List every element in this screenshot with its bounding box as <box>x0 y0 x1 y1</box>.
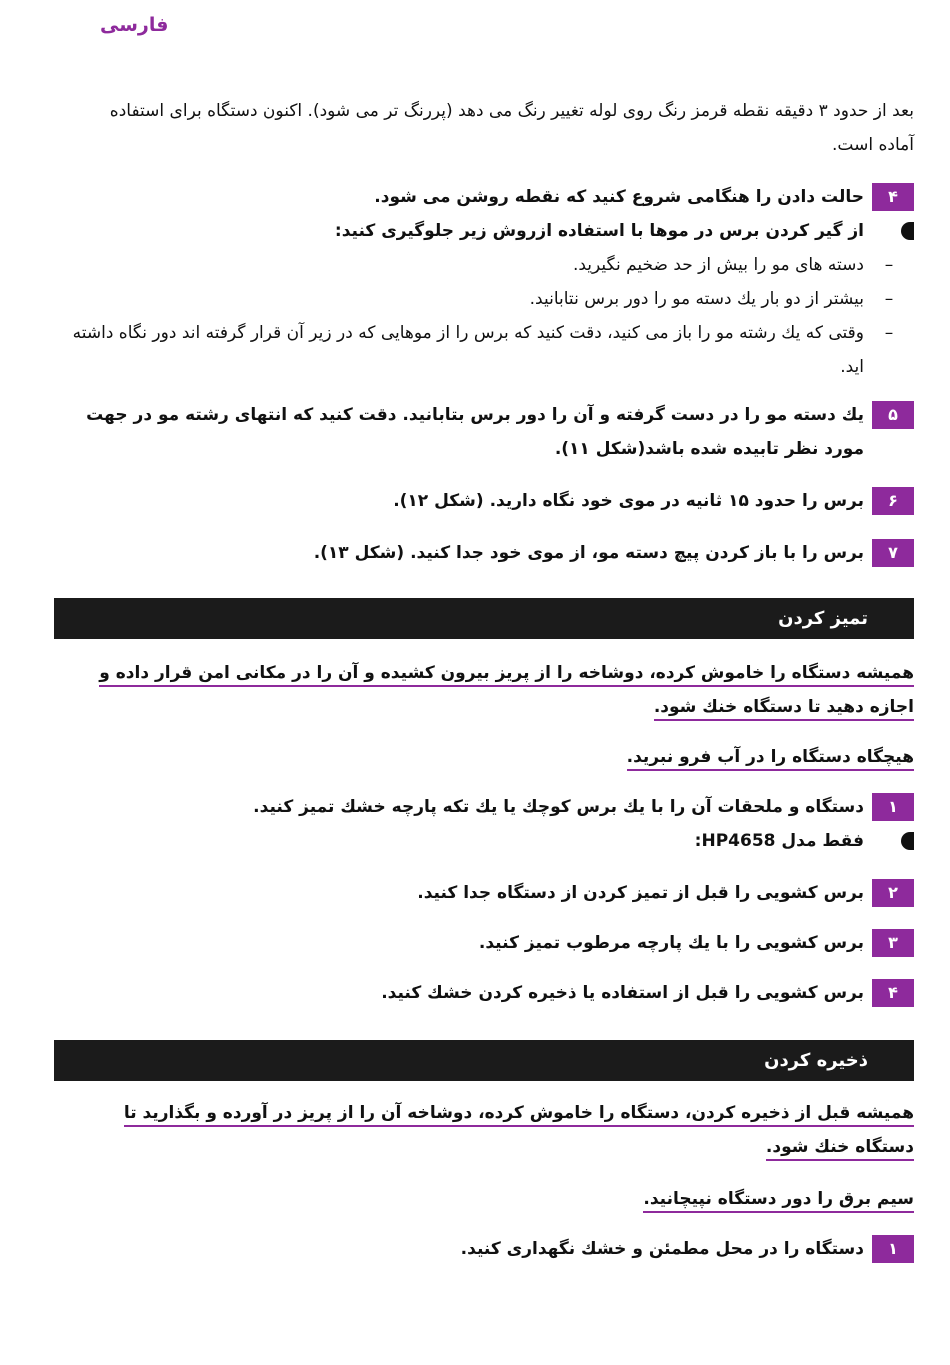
step-number: ۲ <box>872 879 914 907</box>
cleaning-step-1 <box>253 790 914 824</box>
step-text: برس را با باز کردن پیچ دسته مو، از موی خود جدا کنید. (شکل ۱۳). <box>313 543 864 563</box>
dash-text: دسته های مو را بیش از حد ضخیم نگیرید. <box>572 255 864 275</box>
warning-text: سیم برق را دور دستگاه نپیچانید. <box>643 1189 914 1213</box>
step-text: دستگاه را در محل مطمئن و خشك نگهداری کنید. <box>460 1239 864 1259</box>
dash-icon: – <box>884 323 894 343</box>
dash-item <box>54 316 914 384</box>
section-heading-storage <box>54 1040 914 1081</box>
cleaning-step-4 <box>381 976 914 1010</box>
tip-row <box>695 824 914 858</box>
step-7 <box>314 536 914 570</box>
tip-text: فقط مدل HP4658: <box>694 831 864 851</box>
section-heading-cleaning <box>54 598 914 639</box>
storage-warning-1 <box>74 1096 914 1164</box>
dash-icon: – <box>884 255 894 275</box>
cleaning-step-2 <box>417 876 914 910</box>
step-4 <box>374 180 914 214</box>
language-label: فارسی <box>100 14 169 36</box>
step-text: یك دسته مو را در دست گرفته و آن را دور برس بتابانید. دقت کنید که انتهای رشته مو در جهت مورد نظر تابیده شده باشد(شکل ۱۱). <box>86 405 864 459</box>
dash-text: بیشتر از دو بار یك دسته مو را دور برس نتابانید. <box>529 289 864 309</box>
tip-row <box>335 214 914 248</box>
cleaning-warning-2 <box>627 740 914 774</box>
storage-step-1 <box>461 1232 914 1266</box>
half-circle-bullet-icon <box>901 222 914 240</box>
warning-text: همیشه قبل از ذخیره کردن، دستگاه را خاموش کرده، دوشاخه آن را از پریز در آورده و بگذارید تا دستگاه خنك شود. <box>124 1103 914 1161</box>
section-title: تمیز کردن <box>778 608 868 629</box>
intro-paragraph: بعد از حدود ۳ دقیقه نقطه قرمز رنگ روی لوله تغییر رنگ می دهد (پررنگ تر می شود). اکنون دستگاه برای استفاده آماده است. <box>109 101 914 155</box>
storage-warning-2 <box>643 1182 914 1216</box>
step-text: برس کشویی را قبل از تمیز کردن از دستگاه جدا کنید. <box>417 883 864 903</box>
step-number: ۴ <box>872 979 914 1007</box>
step-number: ۳ <box>872 929 914 957</box>
section-title: ذخیره کردن <box>764 1050 868 1071</box>
dash-icon: – <box>884 289 894 309</box>
step-number: ۵ <box>872 401 914 429</box>
step-text: برس را حدود ۱۵ ثانیه در موی خود نگاه دارید. (شکل ۱۲). <box>393 491 864 511</box>
step-text: برس کشویی را با یك پارچه مرطوب تمیز کنید. <box>478 933 864 953</box>
dash-item <box>573 248 914 282</box>
step-5 <box>84 398 914 466</box>
step-text: حالت دادن را هنگامی شروع کنید که نقطه روشن می شود. <box>374 187 864 207</box>
step-number: ۶ <box>872 487 914 515</box>
tip-text: از گیر کردن برس در موها با استفاده ازروش زیر جلوگیری کنید: <box>334 221 864 241</box>
half-circle-bullet-icon <box>901 832 914 850</box>
step-6 <box>393 484 914 518</box>
dash-item <box>530 282 914 316</box>
step-number: ۱ <box>872 1235 914 1263</box>
step-number: ۷ <box>872 539 914 567</box>
dash-text: وقتی که یك رشته مو را باز می کنید، دقت کنید که برس را از موهایی که در زیر آن قرار گرفته اند دور نگاه داشته اید. <box>72 323 864 377</box>
warning-text: همیشه دستگاه را خاموش کرده، دوشاخه را از پریز بیرون کشیده و آن را در مکانی امن قرار داده و اجازه دهید تا دستگاه خنك شود. <box>99 663 914 721</box>
warning-text: هیچگاه دستگاه را در آب فرو نبرید. <box>627 747 914 771</box>
step-number: ۱ <box>872 793 914 821</box>
cleaning-step-3 <box>479 926 914 960</box>
step-number: ۴ <box>872 183 914 211</box>
step-text: برس کشویی را قبل از استفاده یا ذخیره کردن خشك کنید. <box>381 983 864 1003</box>
cleaning-warning-1 <box>54 656 914 724</box>
step-text: دستگاه و ملحقات آن را با یك برس کوچك یا یك تکه پارچه خشك تمیز کنید. <box>253 797 864 817</box>
